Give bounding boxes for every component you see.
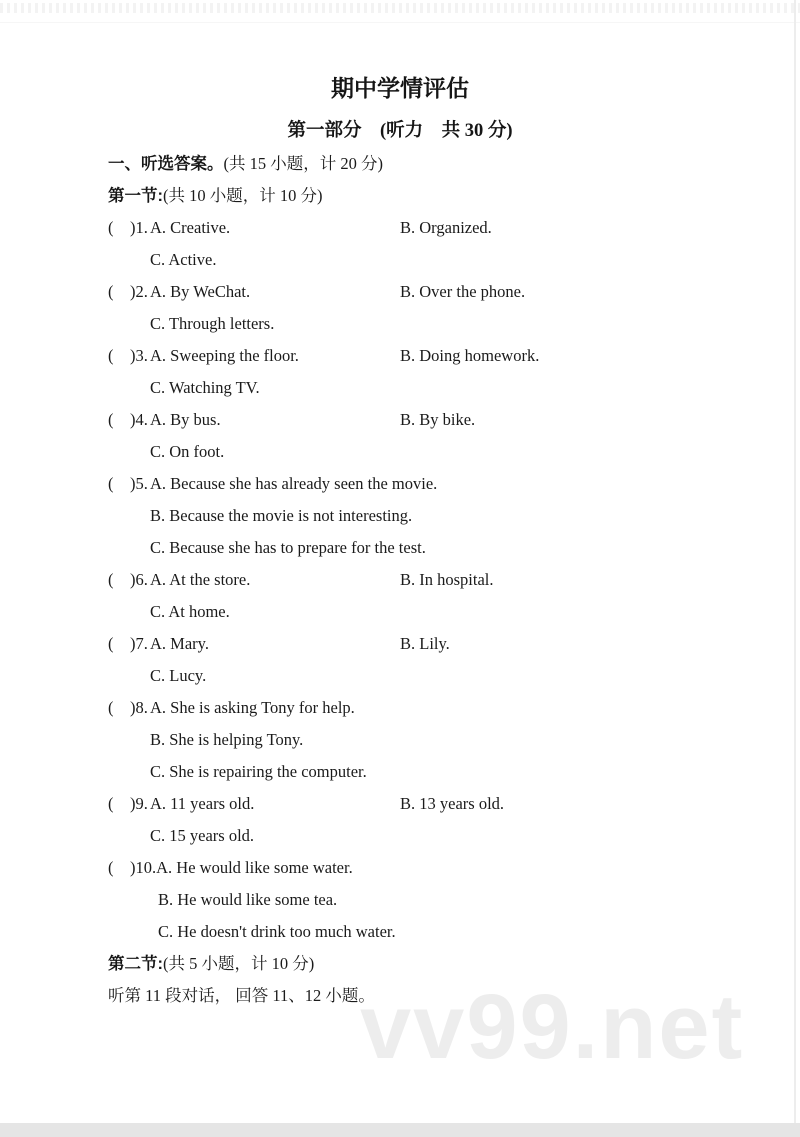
listen-instruction: 听第 11 段对话， 回答 11、12 小题。: [108, 986, 375, 1005]
option-c: C. She is repairing the computer.: [150, 762, 367, 781]
subsection-two-heading: [108, 948, 780, 980]
option-a: A. Sweeping the floor.: [150, 346, 299, 365]
question-area: [108, 149, 780, 1012]
subsection-two-label: 第二节:: [108, 955, 163, 973]
option-c: C. 15 years old.: [150, 826, 255, 845]
question-prefix: ( )4.: [108, 410, 148, 429]
question-line: [108, 500, 780, 532]
part-heading: 第一部分 (听力 共 30 分): [287, 121, 513, 141]
option-c: C. Lucy.: [150, 666, 207, 685]
option-c: C. Because she has to prepare for the test.: [150, 538, 426, 557]
question-prefix: ( )3.: [108, 346, 148, 365]
question-line: [108, 340, 780, 372]
question-line: [108, 884, 780, 916]
option-c: C. On foot.: [150, 442, 225, 461]
option-b: B. He would like some tea.: [158, 890, 338, 909]
option-a: A. By bus.: [150, 410, 221, 429]
question-prefix: ( )8.: [108, 698, 148, 717]
option-b: B. She is helping Tony.: [150, 730, 304, 749]
option-a: A. By WeChat.: [150, 282, 251, 301]
question-line: [108, 404, 780, 436]
subsection-one-label: 第一节:: [108, 187, 163, 205]
question-line: [108, 468, 780, 500]
question-line: [108, 692, 780, 724]
option-b: B. Organized.: [400, 218, 492, 237]
watermark: vv99.net: [360, 976, 745, 1078]
question-line: [108, 276, 780, 308]
subsection-one-info: (共 10 小题，计 10 分): [163, 186, 323, 205]
question-line: [108, 532, 780, 564]
question-line: [108, 244, 780, 276]
option-c: C. At home.: [150, 602, 230, 621]
page-title: 期中学情评估: [331, 75, 469, 101]
question-line: [108, 660, 780, 692]
subsection-two-info: (共 5 小题，计 10 分): [163, 954, 315, 973]
option-b: B. Lily.: [400, 634, 450, 653]
option-a: A. She is asking Tony for help.: [150, 698, 355, 717]
question-list: [108, 212, 780, 948]
question-line: [108, 628, 780, 660]
option-c: C. He doesn't drink too much water.: [158, 922, 396, 941]
option-c: C. Active.: [150, 250, 217, 269]
question-prefix: ( )9.: [108, 794, 148, 813]
option-a: A. He would like some water.: [156, 858, 353, 877]
option-a: A. 11 years old.: [150, 794, 255, 813]
question-line: [108, 788, 780, 820]
question-prefix: ( )7.: [108, 634, 148, 653]
option-b: B. In hospital.: [400, 570, 494, 589]
question-prefix: ( )1.: [108, 218, 148, 237]
question-prefix: ( )6.: [108, 570, 148, 589]
question-line: [108, 308, 780, 340]
option-a: A. Mary.: [150, 634, 209, 653]
question-line: [108, 820, 780, 852]
option-b: B. Over the phone.: [400, 282, 526, 301]
option-c: C. Watching TV.: [150, 378, 260, 397]
option-b: B. Because the movie is not interesting.: [150, 506, 413, 525]
option-a: A. At the store.: [150, 570, 251, 589]
section-one-heading: [108, 149, 780, 179]
perforation-strip: [0, 3, 800, 13]
option-b: B. 13 years old.: [400, 794, 505, 813]
option-a: A. Because she has already seen the movie.: [150, 474, 438, 493]
question-line: [108, 372, 780, 404]
scan-artifact-line: [0, 22, 800, 23]
question-prefix: ( )5.: [108, 474, 148, 493]
page-edge-line: [794, 0, 796, 1137]
section-one-info: (共 15 小题，计 20 分): [223, 154, 383, 173]
question-prefix: ( )2.: [108, 282, 148, 301]
subsection-one-heading: [108, 179, 780, 212]
question-line: [108, 724, 780, 756]
question-line: [108, 916, 780, 948]
question-line: [108, 436, 780, 468]
question-prefix: ( )10.: [108, 858, 157, 877]
option-b: B. Doing homework.: [400, 346, 540, 365]
question-line: [108, 212, 780, 244]
option-a: A. Creative.: [150, 218, 231, 237]
section-one-label: 一、听选答案。: [108, 155, 224, 173]
question-line: [108, 564, 780, 596]
option-b: B. By bike.: [400, 410, 476, 429]
bottom-scan-bar: [0, 1123, 800, 1137]
question-line: [108, 596, 780, 628]
question-line: [108, 852, 780, 884]
option-c: C. Through letters.: [150, 314, 275, 333]
question-line: [108, 756, 780, 788]
